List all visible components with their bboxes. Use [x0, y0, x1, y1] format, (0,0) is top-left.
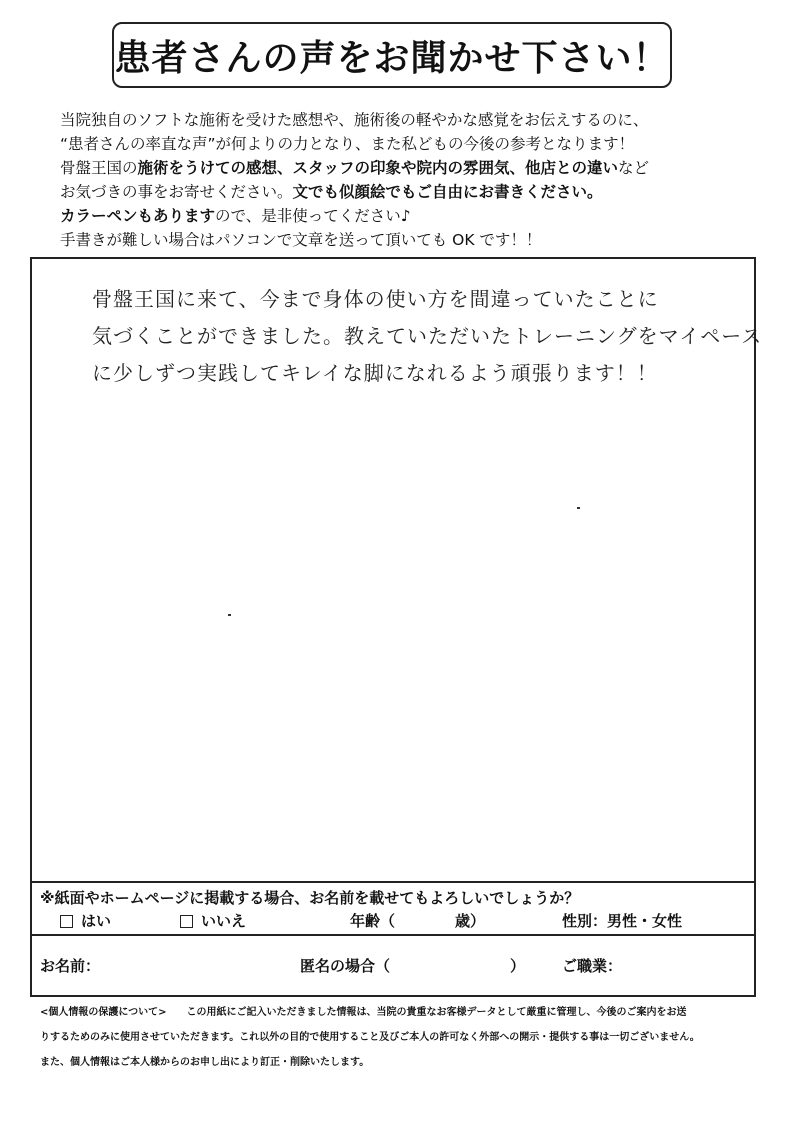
title-box	[112, 22, 672, 88]
handwritten-line-2: 気づくことができました。教えていただいたトレーニングをマイペース	[92, 324, 763, 348]
yes-label: はい	[81, 912, 112, 930]
gender-field[interactable]	[562, 910, 682, 931]
name-label: お名前：	[40, 957, 101, 975]
intro-line-4	[60, 180, 750, 204]
age-field[interactable]	[350, 910, 485, 931]
yes-option[interactable]	[60, 910, 111, 931]
handwritten-line-3: に少しずつ実践してキレイな脚になれるよう頑張ります！！	[92, 361, 658, 385]
privacy-line-3: また、個人情報はご本人様からのお申し出により訂正・削除いたします。	[40, 1057, 370, 1068]
occupation-field[interactable]	[562, 955, 622, 976]
anonymous-label: 匿名の場合（	[300, 957, 391, 975]
intro-line-4-b: 文でも似顔絵でもご自由にお書きください。	[292, 183, 603, 201]
intro-line-5	[60, 204, 750, 228]
privacy-notice	[40, 1000, 760, 1075]
anonymous-field[interactable]	[300, 955, 525, 976]
no-label: いいえ	[201, 912, 247, 930]
age-suffix: 歳）	[455, 912, 486, 930]
handwritten-comment	[92, 281, 763, 392]
intro-line-6: 手書きが難しい場合はパソコンで文章を送って頂いても OK です！！	[60, 231, 542, 249]
privacy-line-1: <個人情報の保護について> この用紙にご記入いただきました情報は、当院の貴重なお客様データとして厳重に管理し、今後のご案内をお送	[40, 1007, 687, 1018]
intro-line-3-b: 施術をうけての感想、スタッフの印象や院内の雰囲気、他店との違い	[137, 159, 619, 177]
publish-notice: ※紙面やホームページに掲載する場合、お名前を載せてもよろしいでしょうか？	[40, 889, 580, 907]
intro-line-5-a: カラーペンもあります	[60, 207, 216, 225]
age-label: 年齢（	[350, 912, 396, 930]
occupation-label: ご職業：	[562, 957, 623, 975]
yes-checkbox[interactable]	[60, 915, 73, 928]
intro-text	[60, 108, 750, 252]
name-field[interactable]	[40, 955, 100, 976]
intro-line-1: 当院独自のソフトな施術を受けた感想や、施術後の軽やかな感覚をお伝えするのに、	[60, 111, 649, 129]
page-title: 患者さんの声をお聞かせ下さい！	[114, 37, 670, 79]
form-divider-middle	[32, 934, 754, 936]
anonymous-close: ）	[510, 957, 526, 975]
ink-speck	[577, 507, 580, 509]
ink-speck	[228, 614, 231, 616]
handwritten-line-1: 骨盤王国に来て、今まで身体の使い方を間違っていたことに	[92, 287, 659, 311]
intro-line-3	[60, 156, 750, 180]
intro-line-3-c: など	[618, 159, 650, 177]
comment-box	[30, 257, 763, 997]
intro-line-5-b: ので、是非使ってください♪	[215, 207, 411, 225]
intro-line-4-a: お気づきの事をお寄せください。	[60, 183, 293, 201]
form-divider-top	[32, 881, 754, 883]
gender-label: 性別：男性・女性	[562, 912, 683, 930]
intro-line-3-a: 骨盤王国の	[60, 159, 138, 177]
intro-line-2: “患者さんの率直な声”が何よりの力となり、また私どもの今後の参考となります！	[60, 135, 635, 153]
no-option[interactable]	[180, 910, 246, 931]
no-checkbox[interactable]	[180, 915, 193, 928]
privacy-line-2: りするためのみに使用させていただきます。これ以外の目的で使用すること及びご本人の許可なく外部への開示・提供する事は一切ございません。	[40, 1032, 700, 1043]
